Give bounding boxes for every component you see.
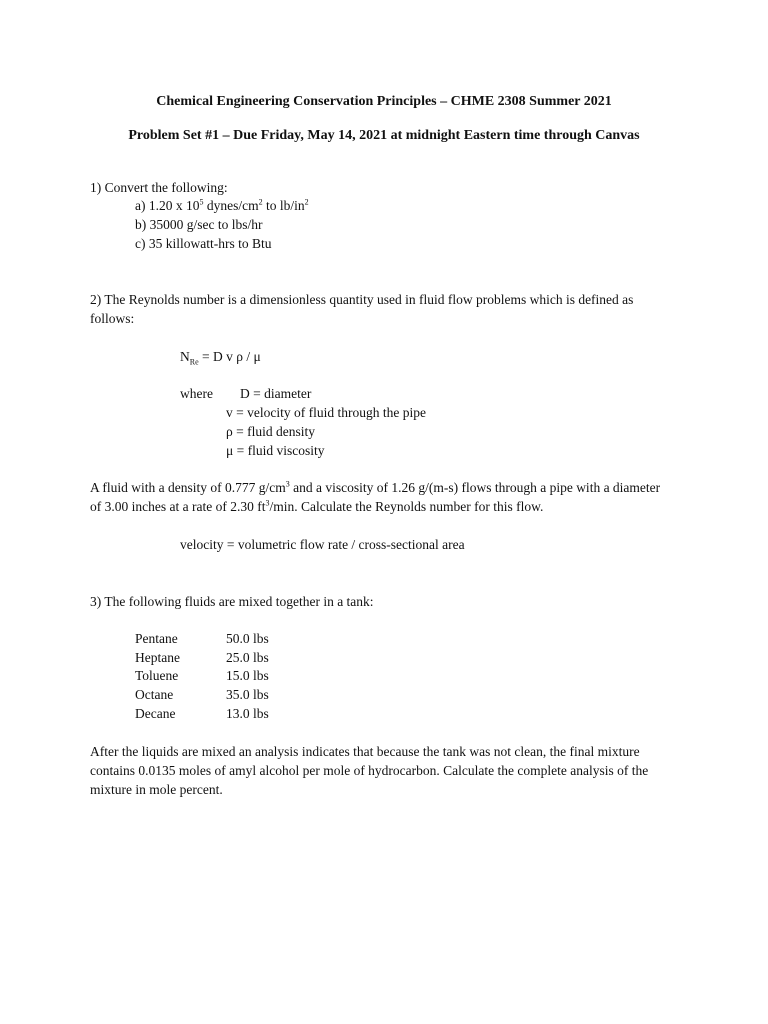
fluid-amount: 15.0 lbs xyxy=(226,668,269,683)
problem3-paragraph-line1: After the liquids are mixed an analysis indicates that because the tank was not clean, the final mixture xyxy=(90,744,640,759)
problem3-paragraph-line3: mixture in mole percent. xyxy=(90,782,223,797)
problem1-item-a xyxy=(135,197,309,215)
problem1-a-exponent: 5 xyxy=(199,197,204,207)
fluid-name: Heptane xyxy=(135,650,180,665)
problem1-a-suffix: to lb/in xyxy=(262,198,305,213)
problem1-item-b: b) 35000 g/sec to lbs/hr xyxy=(135,217,263,232)
fluid-amount: 50.0 lbs xyxy=(226,631,269,646)
problem3-intro: 3) The following fluids are mixed together in a tank: xyxy=(90,594,374,609)
problem1-a-mid: dynes/cm xyxy=(203,198,259,213)
paragraph-text: of 3.00 inches at a rate of 2.30 ft xyxy=(90,499,266,514)
problem2-intro-line2: follows: xyxy=(90,311,135,326)
fluid-name: Pentane xyxy=(135,631,178,646)
equation-symbol: N xyxy=(180,349,190,364)
problem1-a-prefix: a) 1.20 x 10 xyxy=(135,198,200,213)
fluid-name: Toluene xyxy=(135,668,179,683)
fluid-name: Decane xyxy=(135,706,176,721)
paragraph-text: and a viscosity of 1.26 g/(m-s) flows through a pipe with a diameter xyxy=(289,480,661,495)
problem2-paragraph-line1 xyxy=(90,479,660,497)
problem2-paragraph-line2 xyxy=(90,498,543,516)
problem2-intro-line1: 2) The Reynolds number is a dimensionless quantity used in fluid flow problems which is defined as xyxy=(90,292,634,307)
equation-subscript: Re xyxy=(189,357,199,367)
problem1-a-exponent3: 2 xyxy=(304,197,309,207)
paragraph-exponent: 3 xyxy=(265,498,270,508)
paragraph-text: /min. Calculate the Reynolds number for this flow. xyxy=(269,499,544,514)
fluid-amount: 13.0 lbs xyxy=(226,706,269,721)
fluid-name: Octane xyxy=(135,687,174,702)
definition-item: D = diameter xyxy=(240,386,312,401)
fluid-amount: 35.0 lbs xyxy=(226,687,269,702)
document-subtitle: Problem Set #1 – Due Friday, May 14, 2021 at midnight Eastern time through Canvas xyxy=(128,128,640,143)
paragraph-text: A fluid with a density of 0.777 g/cm xyxy=(90,480,286,495)
problem3-paragraph-line2: contains 0.0135 moles of amyl alcohol per mole of hydrocarbon. Calculate the complete analysis of the xyxy=(90,763,649,778)
problem1-intro: 1) Convert the following: xyxy=(90,180,228,195)
definition-item: ρ = fluid density xyxy=(226,424,315,439)
paragraph-exponent: 3 xyxy=(285,479,290,489)
reynolds-equation xyxy=(180,348,261,366)
where-label: where xyxy=(180,386,213,401)
problem1-item-c: c) 35 killowatt-hrs to Btu xyxy=(135,236,272,251)
fluid-amount: 25.0 lbs xyxy=(226,650,269,665)
definition-item: μ = fluid viscosity xyxy=(226,443,325,458)
equation-rest: = D v ρ / μ xyxy=(198,349,261,364)
definition-item: v = velocity of fluid through the pipe xyxy=(226,405,426,420)
problem1-a-exponent2: 2 xyxy=(258,197,263,207)
velocity-equation: velocity = volumetric flow rate / cross-sectional area xyxy=(180,537,465,552)
document-title: Chemical Engineering Conservation Principles – CHME 2308 Summer 2021 xyxy=(156,94,612,109)
